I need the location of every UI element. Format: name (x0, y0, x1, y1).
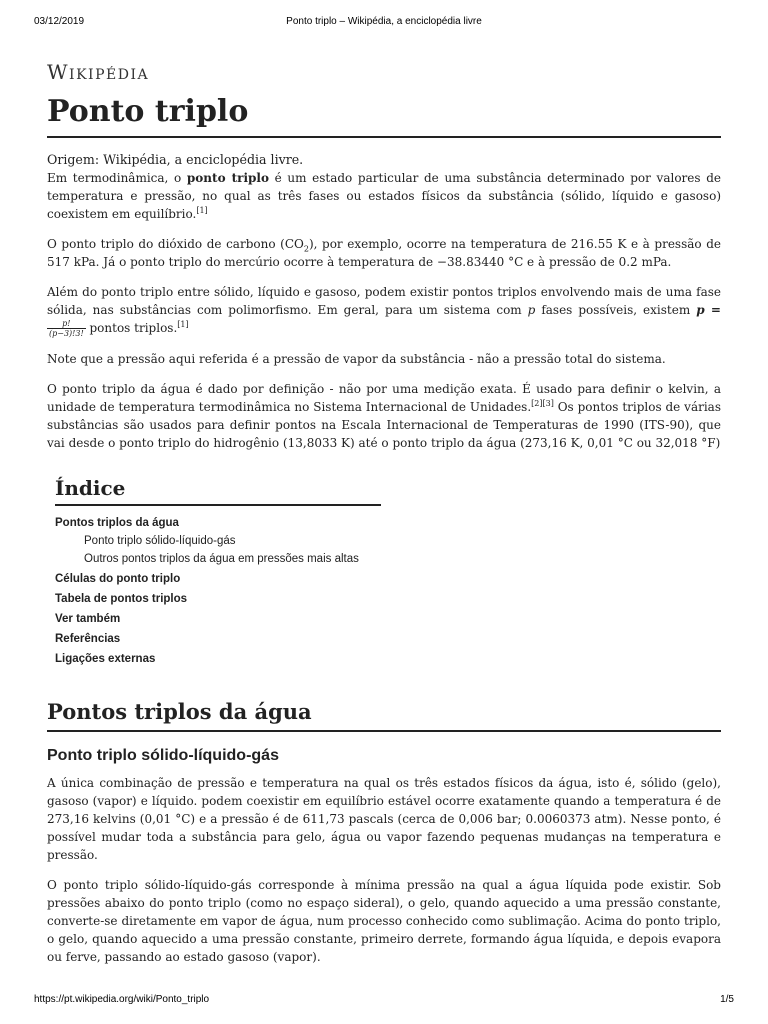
toc-item-solido-liquido-gas[interactable]: Ponto triplo sólido-líquido-gás (84, 535, 236, 547)
toc-title: Índice (55, 476, 381, 506)
toc-item-ver-tambem[interactable]: Ver também (55, 613, 121, 625)
intro-paragraph-3: Além do ponto triplo entre sólido, líquido e gasoso, podem existir pontos triplos envolvendo mais de uma fase sólida, nas substâncias com polimorfismo. Em geral, para um sistema com p fases possíveis, existem p = $\frac{p!}{(p-3)!3!}$ pontos triplos.[1] (47, 285, 721, 338)
table-of-contents (55, 476, 381, 668)
print-header (0, 16, 768, 30)
print-title: Ponto triplo – Wikipédia, a enciclopédia livre (286, 16, 482, 27)
reference-link[interactable]: [1] (196, 206, 208, 215)
toc-item-referencias[interactable]: Referências (55, 633, 121, 645)
reference-link[interactable]: [1] (177, 320, 189, 329)
reference-link[interactable]: [2][3] (531, 399, 554, 408)
wikipedia-logo[interactable]: Wikipédia (47, 60, 150, 84)
intro-paragraph-5: O ponto triplo da água é dado por definição - não por uma medição exata. É usado para definir o kelvin, a unidade de temperatura termodinâmica no Sistema Internacional de Unidades.[2][3] Os pontos triplos de várias substâncias são usados para definir pontos na Escala Internacional de Temperaturas de 1990 (ITS-90), que vai desde o ponto triplo do hidrogênio (13,8033 K) até o ponto triplo da água (273,16 K, 0,01 °C ou 32,018 °F) (47, 382, 721, 450)
math-fraction: $\frac{p!}{(p-3)!3!}$ (49, 319, 84, 338)
toc-item-outros-pontos-triplos[interactable]: Outros pontos triplos da água em pressões mais altas (84, 553, 359, 565)
intro-paragraph-2: O ponto triplo do dióxido de carbono $(CO_2)$, por exemplo, ocorre na temperatura de 216.55 K e à pressão de 517 kPa. Já o ponto triplo do mercúrio ocorre à temperatura de −38.83440 °C e à pressão de 0.2 mPa. (47, 237, 721, 269)
page-number: 1/5 (720, 994, 734, 1005)
toc-item-ligacoes-externas[interactable]: Ligações externas (55, 653, 156, 665)
page-title: Ponto triplo (47, 94, 721, 138)
toc-item-tabela[interactable]: Tabela de pontos triplos (55, 593, 188, 605)
toc-item-pontos-triplos-da-agua[interactable]: Pontos triplos da água (55, 517, 179, 529)
intro-paragraph-4: Note que a pressão aqui referida é a pressão de vapor da substância - não a pressão total do sistema. (47, 352, 666, 366)
math-equation: p = $\frac{p!}{(p-3)!3!}$ (49, 303, 721, 338)
section-paragraph-2: O ponto triplo sólido-líquido-gás corresponde à mínima pressão na qual a água líquida pode existir. Sob pressões abaixo do ponto triplo (como no espaço sideral), o gelo, quando aquecido a uma pressão constante, converte-se diretamente em vapor de água, num processo conhecido como sublimação. Acima do ponto triplo, o gelo, quando aquecido a uma pressão constante, primeiro derrete, formando água líquida, e depois evapora ou ferve, passando ao estado gasoso (vapor). (47, 878, 721, 964)
print-footer (0, 994, 768, 1008)
section-heading: Pontos triplos da água (47, 698, 721, 732)
print-date: 03/12/2019 (34, 16, 85, 27)
toc-item-celulas[interactable]: Células do ponto triplo (55, 573, 181, 585)
print-url: https://pt.wikipedia.org/wiki/Ponto_triplo (34, 994, 210, 1005)
subsection-heading: Ponto triplo sólido-líquido-gás (47, 747, 279, 764)
math-variable: p (527, 303, 536, 317)
article (47, 60, 721, 978)
bold-term: ponto triplo (186, 171, 269, 185)
intro-paragraph-1: Em termodinâmica, o ponto triplo é um estado particular de uma substância determinado por valores de temperatura e pressão, no qual as três fases ou estados físicos da substância (sólido, líquido e gasoso) coexistem em equilíbrio.[1] (47, 171, 721, 221)
section-paragraph-1: A única combinação de pressão e temperatura na qual os três estados físicos da água, isto é, sólido (gelo), gasoso (vapor) e líquido. podem coexistir em equilíbrio estável ocorre exatamente quando a temperatura é de 273,16 kelvins (0,01 °C) e a pressão é de 611,73 pascals (cerca de 0,006 bar; 0.0060373 atm). Nesse ponto, é possível mudar toda a substância para gelo, água ou vapor fazendo pequenas mudanças na temperatura e pressão. (47, 776, 721, 862)
site-subtitle: Origem: Wikipédia, a enciclopédia livre. (47, 152, 304, 167)
